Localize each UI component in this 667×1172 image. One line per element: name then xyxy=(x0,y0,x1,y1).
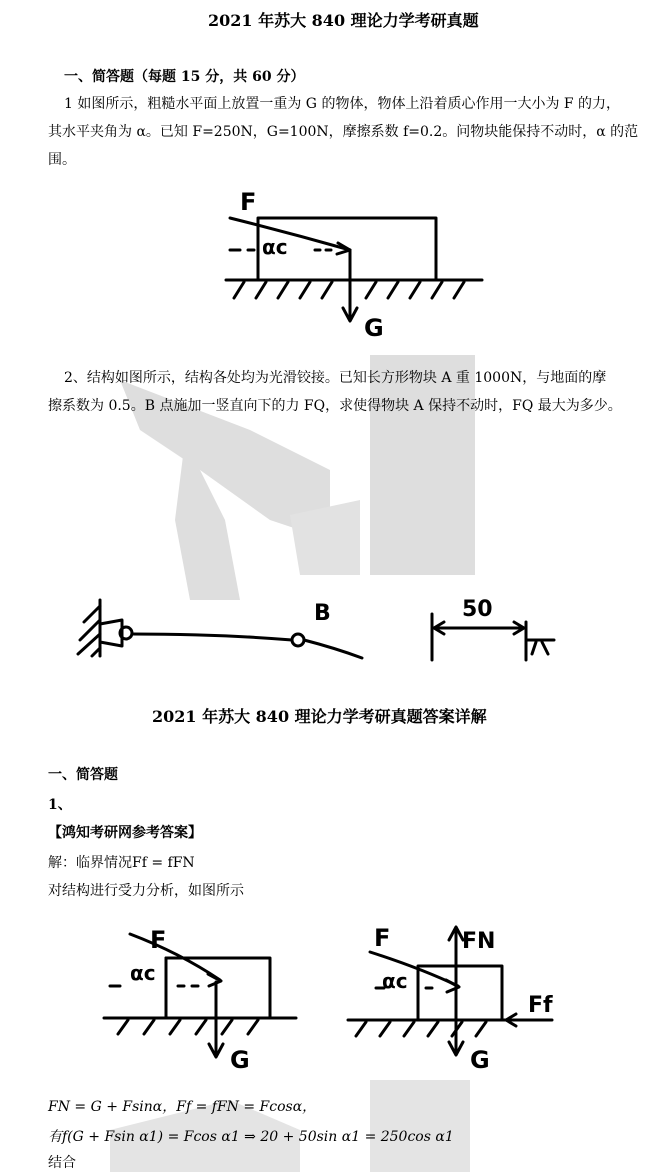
figure-4-free-body xyxy=(340,918,570,1078)
question-1 xyxy=(48,90,648,174)
friction-force-label: Ff xyxy=(528,993,553,1018)
answer-number: 1、 xyxy=(48,797,72,813)
force-f-label: F xyxy=(374,924,391,952)
answer-line: 结合 xyxy=(48,1155,76,1171)
answer-title: 2021 年苏大 840 理论力学考研真题答案详解 xyxy=(152,707,487,726)
question-2-line: 2、结构如图所示，结构各处均为光滑铰接。已知长方形物块 A 重 1000N，与地面的摩 xyxy=(64,370,607,386)
answer-source-tag: 【鸿知考研网参考答案】 xyxy=(48,825,202,841)
figure-2-structure xyxy=(70,592,570,664)
section-heading: 一、简答题（每题 15 分，共 60 分） xyxy=(64,69,305,85)
point-b-label: B xyxy=(314,601,331,626)
question-1-line: 围。 xyxy=(48,152,76,168)
answer-section-heading: 一、简答题 xyxy=(48,767,118,783)
angle-label: αc xyxy=(382,969,408,993)
question-2-line: 擦系数为 0.5。B 点施加一竖直向下的力 FQ，求使得物块 A 保持不动时，FQ 最大为多少。 xyxy=(48,398,622,414)
question-2 xyxy=(48,364,648,420)
question-1-line: 其水平夹角为 α。已知 F=250N，G=100N，摩擦系数 f=0.2。问物块能保持不动时，α 的范 xyxy=(48,124,639,140)
figure-3-force-analysis xyxy=(100,918,310,1078)
answer-line: 解：临界情况Ff = fFN xyxy=(48,855,195,871)
normal-force-label: FN xyxy=(462,929,496,954)
page-title: 2021 年苏大 840 理论力学考研真题 xyxy=(208,11,479,30)
weight-g-label: G xyxy=(470,1046,490,1074)
weight-g-label: G xyxy=(364,314,384,342)
weight-g-label: G xyxy=(230,1046,250,1074)
angle-label: αc xyxy=(130,961,156,985)
equation-2: 有f(G + Fsin α1) = Fcos α1 ⇒ 20 + 50sin α1 = 250cos α1 xyxy=(48,1129,454,1145)
figure-1-block-diagram xyxy=(220,188,490,348)
angle-label: αc xyxy=(262,235,288,259)
dimension-label: 50 xyxy=(462,597,493,622)
force-f-label: F xyxy=(240,188,257,216)
question-1-line: 1 如图所示，粗糙水平面上放置一重为 G 的物体，物体上沿着质心作用一大小为 F 的力， xyxy=(64,96,621,112)
answer-line: 对结构进行受力分析，如图所示 xyxy=(48,883,244,899)
equation-1: FN = G + Fsinα，Ff = fFN = Fcosα， xyxy=(48,1099,317,1115)
force-f-label: F xyxy=(150,926,167,954)
